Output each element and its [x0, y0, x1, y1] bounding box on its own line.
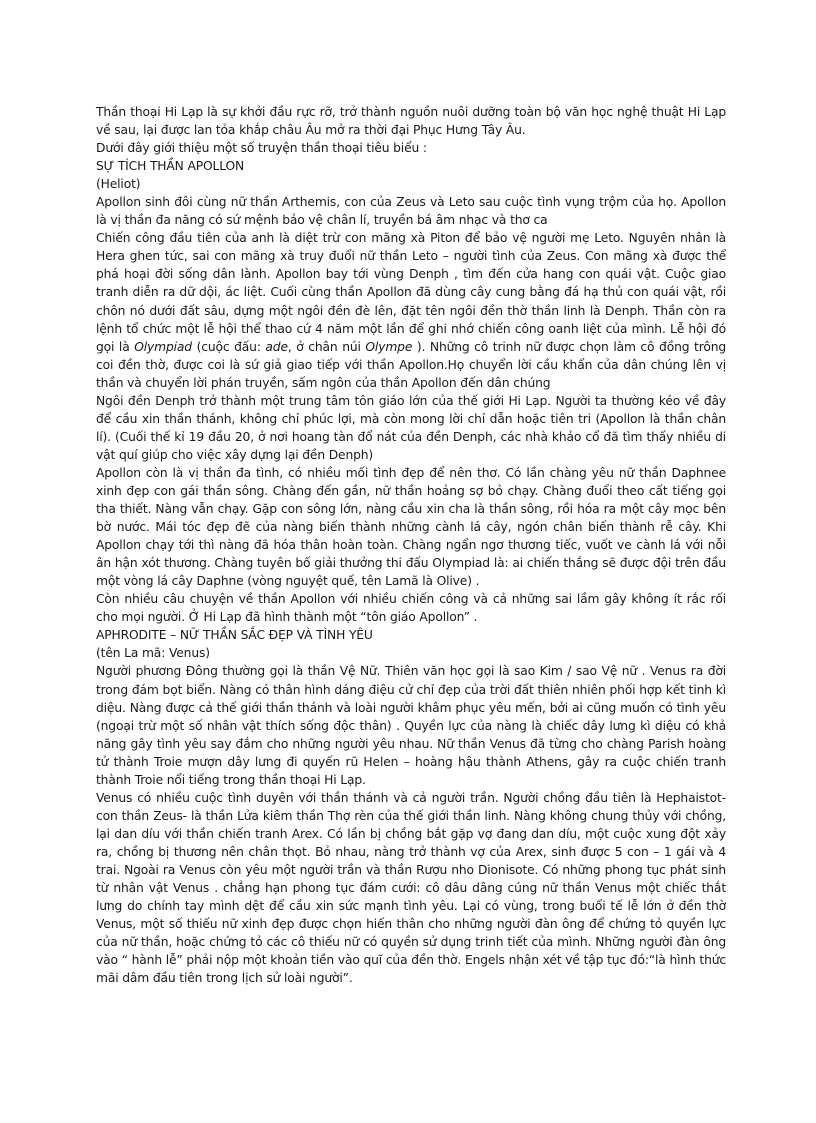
intro-paragraph: Thần thoại Hi Lạp là sự khởi đầu rực rỡ, trở thành nguồn nuôi dưỡng toàn bộ văn học nghệ thuật Hi Lạp về sau, lại được lan tỏa khắp châu Âu mở ra thời đại Phục Hưng Tây Âu.: [96, 105, 726, 138]
aphrodite-paragraph-2: Venus có nhiều cuộc tình duyên với thần thánh và cả người trần. Người chồng đầu tiên là Hephaistot- con thần Zeus- là thần Lửa kiêm thần Thợ rèn của thế giới thần linh. Nàng không chung thủy với chồng, lại dan díu với thần chiến tranh Arex. Có lần bị chồng bắt gặp vợ đang dan díu, một cuộc xung đột xảy ra, chồng bị thương nên chân thọt. Bỏ nhau, nàng trở thành vợ của Arex, sinh được 5 con – 1 gái và 4 trai. Ngoài ra Venus còn yêu một người trần và thần Rượu nho Dionisote. Có những phong tục phát sinh từ nhân vật Venus . chẳng hạn phong tục đám cưới: cô dâu dâng cúng nữ thần Venus một chiếc thắt lưng do chính tay mình dệt để cầu xin sức mạnh tình yêu. Lại có vùng, trong buổi tế lễ lớn ở đền thờ Venus, một số thiếu nữ xinh đẹp được chọn hiến thân cho những người đàn ông để chứng tỏ quyền lực của nữ thần, hoặc chứng tỏ các cô thiếu nữ có quyền sử dụng trinh tiết của mình. Những người đàn ông vào “ hành lễ” phải nộp một khoản tiền vào quĩ của đền thờ. Engels nhận xét về tập tục đó:“là hình thức mãi dâm đầu tiên trong lịch sử loài người”.: [96, 790, 726, 986]
apollon-paragraph-4: Apollon còn là vị thần đa tình, có nhiều mối tình đẹp để nên thơ. Có lần chàng yêu nữ thần Daphnee xinh đẹp con gái thần sông. Chàng đến gần, nữ thần hoảng sợ bỏ chạy. Chàng đuổi theo cất tiếng gọi tha thiết. Nàng vẫn chạy. Gặp con sông lớn, nàng cầu xin cha là thần sông, rồi hóa ra một cây mọc bên bờ nước. Mái tóc đẹp đẽ của nàng biến thành những cành lá cây, ngón chân biến thành rễ cây. Khi Apollon chạy tới thì nàng đã hóa thân hoàn toàn. Chàng ngẩn ngơ thương tiếc, vuốt ve cành lá với nỗi ân hận xót thương. Chàng tuyên bố giải thưởng thi đấu Olympiad là: ai chiến thắng sẽ được đội trên đầu một vòng lá cây Daphne (vòng nguyệt quế, tên Lamã là Olive) .: [96, 465, 726, 589]
aphrodite-paragraph-1: Người phương Đông thường gọi là thần Vệ Nữ. Thiên văn học gọi là sao Kim / sao Vệ nữ . Venus ra đời trong đám bọt biển. Nàng có thân hình dáng điệu cử chỉ đẹp của trời đất thiên nhiên phối hợp kết tinh kì diệu. Nàng được cả thế giới thần thánh và loài người khâm phục yêu mến, bởi ai cũng muốn có tình yêu (ngoại trừ một số nhân vật thích sống độc thân) . Quyền lực của nàng là chiếc dây lưng kì diệu có khả năng gây tình yêu say đắm cho những người yêu nhau. Nữ thần Venus đã từng cho chàng Parish hoàng tử thành Troie mượn dây lưng đi quyến rũ Helen – hoàng hậu thành Athens, gây ra cuộc chiến tranh thành Troie nổi tiếng trong thần thoại Hi Lạp.: [96, 664, 726, 787]
apollon-paragraph-1: Apollon sinh đôi cùng nữ thần Arthemis, con của Zeus và Leto sau cuộc tình vụng trộm của họ. Apollon là vị thần đa năng có sứ mệnh bảo vệ chân lí, truyền bá âm nhạc và thơ ca: [96, 195, 726, 228]
section-subtitle-apollon: (Heliot): [96, 177, 141, 192]
section-heading-aphrodite: APHRODITE – NỮ THẦN SẮC ĐẸP VÀ TÌNH YÊU: [96, 628, 373, 643]
section-heading-apollon: SỰ TÍCH THẦN APOLLON: [96, 159, 245, 174]
document-body: [96, 103, 726, 987]
apollon-paragraph-2: Chiến công đầu tiên của anh là diệt trừ con mãng xà Piton để bảo vệ người mẹ Leto. Nguyên nhân là Hera ghen tức, sai con mãng xà truy đuổi nữ thần Leto – người tình của Zeus. Con mãng xà được thể phá hoại đời sống dân lành. Apollon bay tới vùng Denph , tìm đến cửa hang con quái vật. Cuộc giao tranh diễn ra dữ dội, ác liệt. Cuối cùng thần Apollon đã dùng cây cung bằng đá hạ thủ con quái vật, rồi chôn nó dưới đất sâu, dựng một ngôi đền đè lên, đặt tên ngôi đền thờ thần linh là Denph. Thần còn ra lệnh tổ chức một lễ hội thể thao cứ 4 năm một lần để ghi nhớ chiến công oanh liệt của mình. Lễ hội đó gọi là Olympiad (cuộc đấu: ade, ở chân núi Olympe ). Những cô trinh nữ được chọn làm cô đồng trông coi đền thờ, được coi là sứ giả giao tiếp với thần Apollon.Họ chuyển lời cầu khẩn của dân chúng lên vị thần và chuyển lời phán truyền, sấm ngôn của thần Apollon đến dân chúng: [96, 231, 726, 390]
apollon-paragraph-5: Còn nhiều câu chuyện về thần Apollon với nhiều chiến công và cả những sai lầm gây không ít rắc rối cho mọi người. Ở Hi Lạp đã hình thành một “tôn giáo Apollon” .: [96, 592, 726, 625]
section-subtitle-aphrodite: (tên La mã: Venus): [96, 646, 210, 661]
intro-lead: Dưới đây giới thiệu một số truyện thần thoại tiêu biểu :: [96, 141, 427, 156]
apollon-paragraph-3: Ngôi đền Denph trở thành một trung tâm tôn giáo lớn của thế giới Hi Lạp. Người ta thường kéo về đây để cầu xin thần thánh, không chỉ phúc lợi, mà còn mong lời chỉ dẫn hoặc tiên tri (Apollon là thần chân lí). (Cuối thế kỉ 19 đầu 20, ở nơi hoang tàn đổ nát của đền Denph, các nhà khảo cổ đã tìm thấy nhiều di vật quí giúp cho việc xây dựng lại đền Denph): [96, 393, 726, 462]
